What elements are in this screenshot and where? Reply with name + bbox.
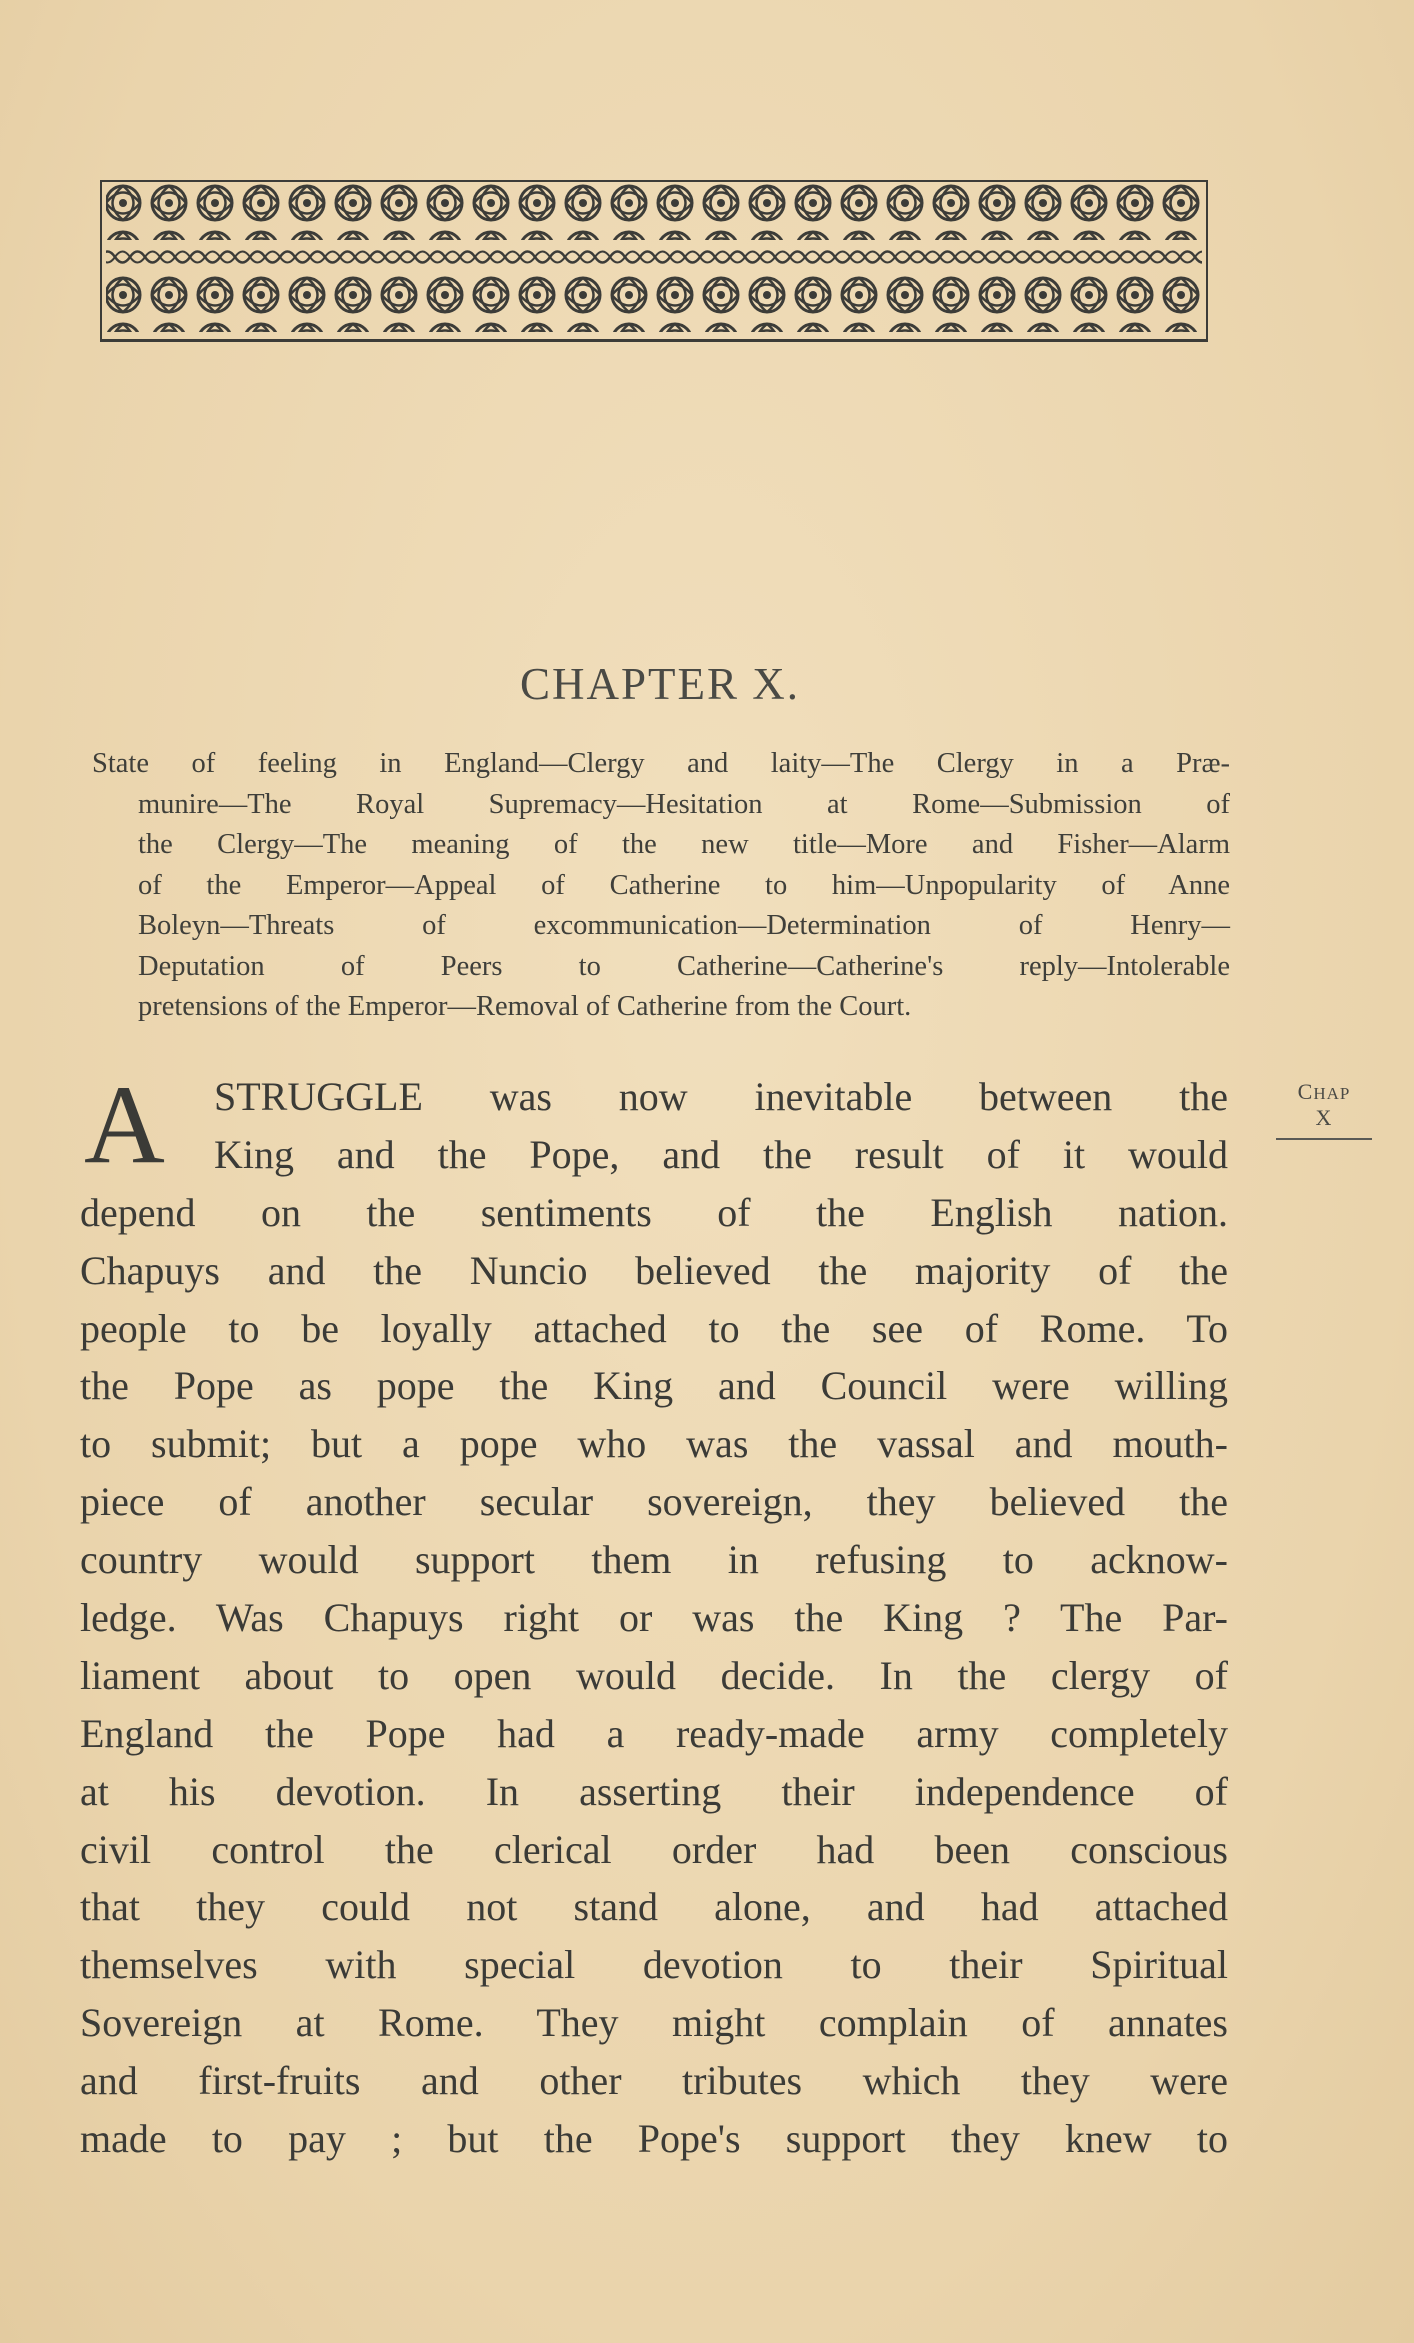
chapter-summary [92, 744, 1230, 1028]
drop-cap: A [84, 1063, 165, 1187]
body-line: the Pope as pope the King and Council were willing [80, 1363, 1228, 1409]
summary-line: munire—The Royal Supremacy—Hesitation at Rome—Submission of [138, 788, 1230, 820]
body-line: depend on the sentiments of the English nation. [80, 1189, 1228, 1235]
body-line: King and the Pope, and the result of it would [214, 1131, 1228, 1177]
margin-rule [1276, 1138, 1372, 1140]
body-line: Sovereign at Rome. They might complain of annates [80, 2000, 1228, 2046]
body-line: themselves with special devotion to their Spiritual [80, 1942, 1228, 1988]
summary-line: State of feeling in England—Clergy and laity—The Clergy in a Præ- [92, 748, 1230, 779]
summary-line: the Clergy—The meaning of the new title—More and Fisher—Alarm [138, 829, 1230, 860]
body-text [80, 1063, 1228, 2168]
margin-chap-text: CHAP [1297, 1079, 1351, 1104]
chapter-title: CHAPTER X. [519, 659, 801, 709]
body-line: country would support them in refusing to acknow- [80, 1537, 1228, 1583]
body-line: at his devotion. In asserting their independence of [80, 1768, 1228, 1814]
body-line: STRUGGLE was now inevitable between the [214, 1074, 1228, 1119]
body-line: civil control the clerical order had been conscious [80, 1826, 1228, 1872]
body-line: that they could not stand alone, and had attached [80, 1884, 1228, 1930]
body-line: England the Pope had a ready-made army completely [80, 1710, 1228, 1756]
body-line: Chapuys and the Nuncio believed the majority of the [80, 1247, 1228, 1293]
summary-line: pretensions of the Emperor—Removal of Catherine from the Court. [138, 991, 912, 1022]
body-line: ledge. Was Chapuys right or was the King ? The Par- [80, 1595, 1228, 1641]
summary-line: Boleyn—Threats of excommunication—Determination of Henry— [138, 910, 1230, 941]
body-line: to submit; but a pope who was the vassal and mouth- [80, 1421, 1228, 1467]
body-line: liament about to open would decide. In the clergy of [80, 1652, 1228, 1698]
margin-chapter-number: X [1315, 1105, 1333, 1130]
body-line: piece of another secular sovereign, they believed the [80, 1479, 1228, 1525]
body-line: and first-fruits and other tributes which they were [80, 2058, 1228, 2104]
body-line: people to be loyally attached to the see of Rome. To [80, 1305, 1228, 1351]
summary-line: Deputation of Peers to Catherine—Catherine's reply—Intolerable [138, 950, 1230, 982]
margin-chapter-label [1274, 1080, 1374, 1140]
decorative-headpiece [100, 180, 1208, 342]
summary-line: of the Emperor—Appeal of Catherine to him—Unpopularity of Anne [138, 869, 1230, 901]
body-line: made to pay ; but the Pope's support they knew to [80, 2116, 1228, 2162]
